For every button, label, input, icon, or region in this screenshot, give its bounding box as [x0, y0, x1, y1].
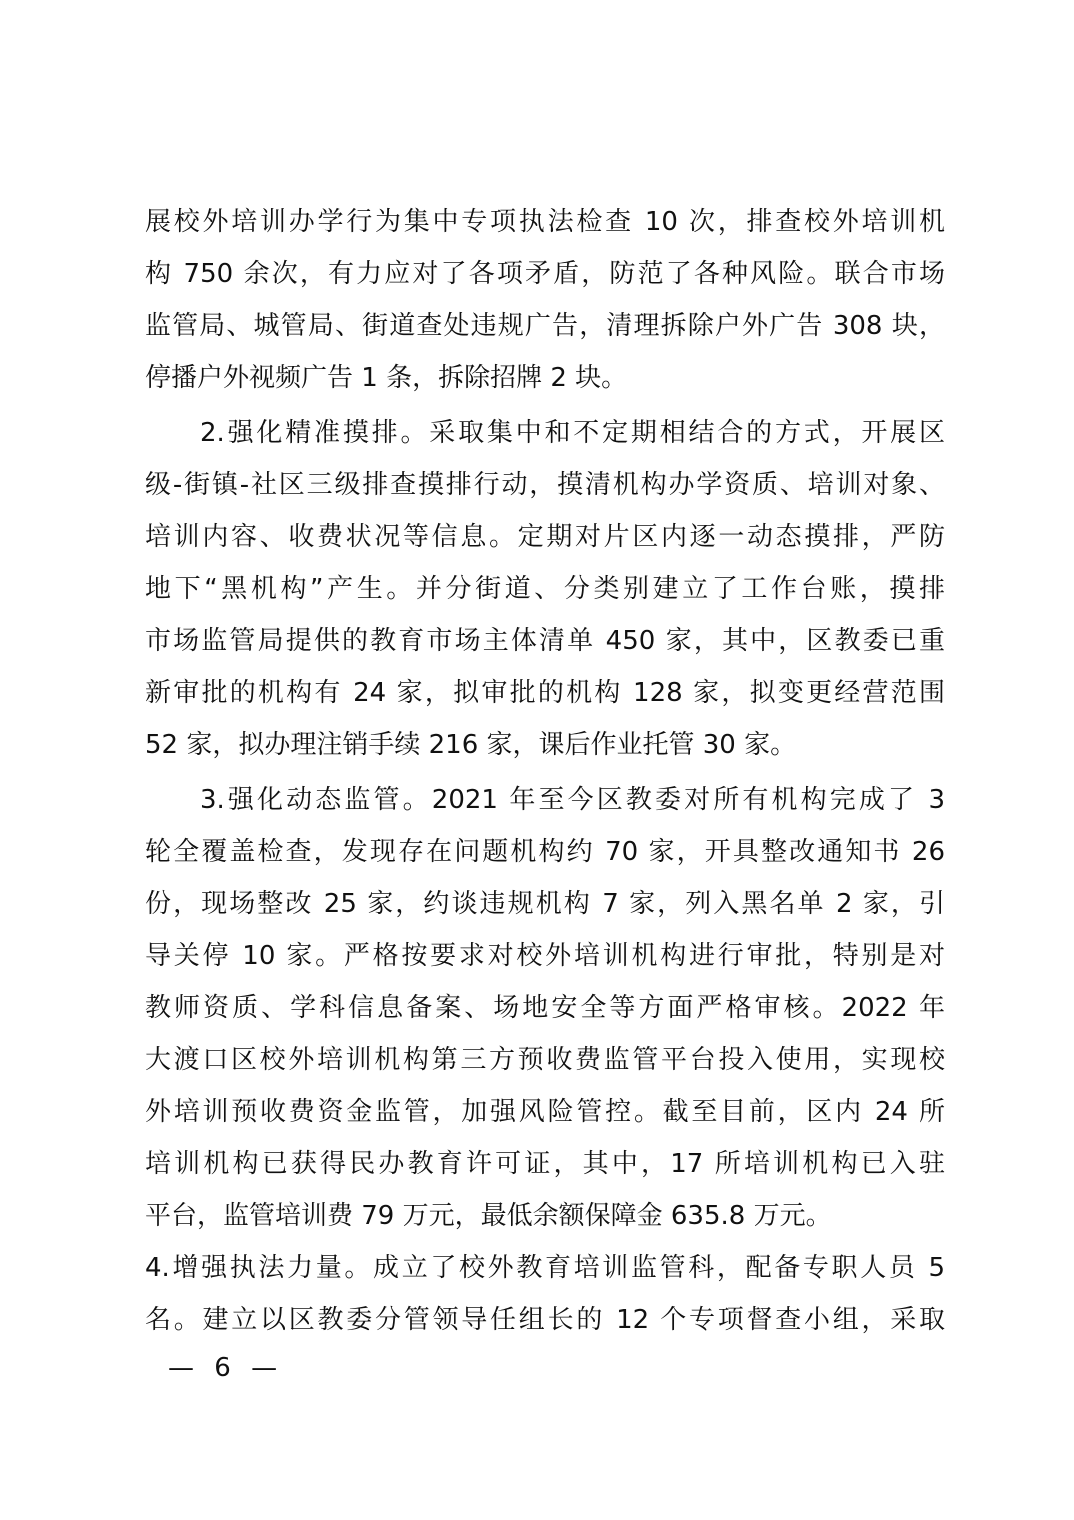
text-line-1: 展校外培训办学行为集中专项执法检查 10 次，排查校外培训机 — [145, 207, 945, 237]
text-line-2: 构 750 余次，有力应对了各项矛盾，防范了各种风险。联合市场 — [145, 259, 945, 289]
text-line-13: 轮全覆盖检查，发现存在问题机构约 70 家，开具整改通知书 26 — [145, 837, 945, 867]
text-line-14: 份，现场整改 25 家，约谈违规机构 7 家，列入黑名单 2 家，引 — [145, 889, 945, 919]
paragraph-3-heading-line: 3.强化动态监管。2021 年至今区教委对所有机构完成了 3 — [200, 785, 945, 815]
text-line-6: 级-街镇-社区三级排查摸排行动，摸清机构办学资质、培训对象、 — [145, 470, 945, 500]
text-line-4: 停播户外视频广告 1 条，拆除招牌 2 块。 — [145, 363, 628, 393]
text-line-16: 教师资质、学科信息备案、场地安全等方面严格审核。2022 年 — [145, 993, 945, 1023]
text-line-17: 大渡口区校外培训机构第三方预收费监管平台投入使用，实现校 — [145, 1045, 945, 1075]
paragraph-2-heading-line: 2.强化精准摸排。采取集中和不定期相结合的方式，开展区 — [200, 418, 945, 448]
text-line-8: 地下“黑机构”产生。并分街道、分类别建立了工作台账，摸排 — [145, 574, 945, 604]
text-line-22: 名。建立以区教委分管领导任组长的 12 个专项督查小组，采取 — [145, 1305, 945, 1335]
text-line-10: 新审批的机构有 24 家，拟审批的机构 128 家，拟变更经营范围 — [145, 678, 945, 708]
paragraph-4-heading-line: 4.增强执法力量。成立了校外教育培训监管科，配备专职人员 5 — [145, 1253, 945, 1283]
text-line-9: 市场监管局提供的教育市场主体清单 450 家，其中，区教委已重 — [145, 626, 945, 656]
page-number: — 6 — — [168, 1353, 284, 1383]
text-line-11: 52 家，拟办理注销手续 216 家，课后作业托管 30 家。 — [145, 730, 797, 760]
text-line-19: 培训机构已获得民办教育许可证，其中，17 所培训机构已入驻 — [145, 1149, 945, 1179]
text-line-15: 导关停 10 家。严格按要求对校外培训机构进行审批，特别是对 — [145, 941, 945, 971]
text-line-7: 培训内容、收费状况等信息。定期对片区内逐一动态摸排，严防 — [145, 522, 945, 552]
text-line-18: 外培训预收费资金监管，加强风险管控。截至目前，区内 24 所 — [145, 1097, 945, 1127]
text-line-20: 平台，监管培训费 79 万元，最低余额保障金 635.8 万元。 — [145, 1201, 832, 1231]
text-line-3: 监管局、城管局、街道查处违规广告，清理拆除户外广告 308 块， — [145, 311, 945, 341]
